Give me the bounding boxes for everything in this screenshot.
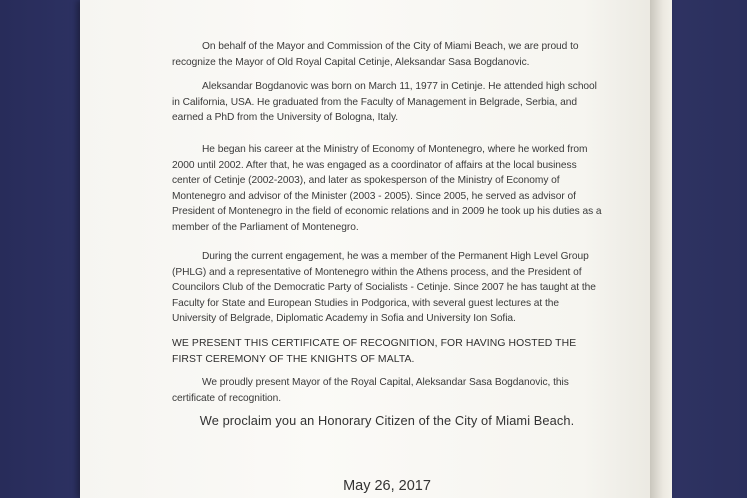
certificate-date: May 26, 2017: [343, 478, 431, 494]
paragraph-career: He began his career at the Ministry of Economy of Montenegro, where he worked from 2000 until 2002. After that, he was engaged as a coordinator of affairs at the local business center of Cetinje (2002-2003), and later as spokesperson of the Ministry of Economy of Montenegro and advisor of the Minister (2003 - 2005). Since 2005, he served as advisor of President of Montenegro in the field of economic relations and in 2009 he took up his duties as a member of the Parliament of Montenegro.: [172, 144, 602, 233]
paragraph-presentation: We proudly present Mayor of the Royal Capital, Aleksandar Sasa Bogdanovic, this certificate of recognition.: [172, 377, 569, 404]
honorary-proclamation: We proclaim you an Honorary Citizen of the City of Miami Beach.: [199, 413, 575, 428]
paper-edge: [650, 0, 672, 498]
paragraph-certificate-statement: WE PRESENT THIS CERTIFICATE OF RECOGNITION, FOR HAVING HOSTED THE FIRST CEREMONY OF THE KNIGHTS OF MALTA.: [172, 338, 577, 365]
paragraph-recognition: On behalf of the Mayor and Commission of the City of Miami Beach, we are proud to recognize the Mayor of Old Royal Capital Cetinje, Aleksandar Sasa Bogdanovic.: [172, 41, 579, 68]
paragraph-engagement: During the current engagement, he was a member of the Permanent High Level Group (PHLG) and a representative of Montenegro within the Athens process, and the President of Councilors Club of the Democratic Party of Socialists - Cetinje. Since 2007 he has taught at the Faculty for State and European Studies in Podgorica, with several guest lectures at the University of Belgrade, Diplomatic Academy in Sofia and University Ion Sofia.: [172, 251, 596, 324]
paragraph-biography: Aleksandar Bogdanovic was born on March 11, 1977 in Cetinje. He attended high school in California, USA. He graduated from the Faculty of Management in Belgrade, Serbia, and earned a PhD from the University of Bologna, Italy.: [172, 81, 597, 123]
